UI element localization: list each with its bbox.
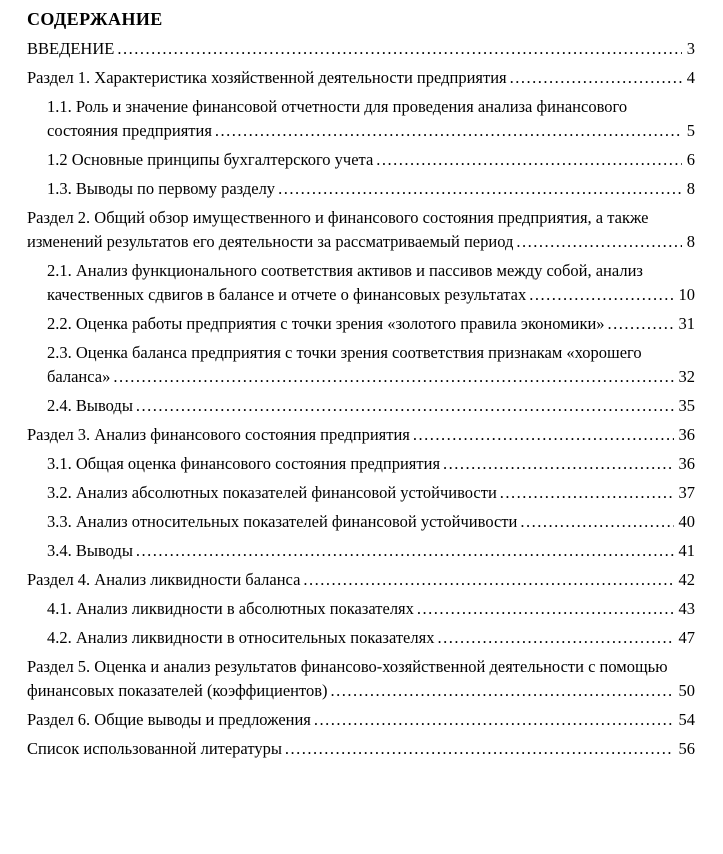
toc-entry-label: 3.1. Общая оценка финансового состояния предприятия (47, 454, 441, 473)
toc-entry[interactable] (27, 510, 695, 534)
toc-entry-label: Список использованной литературы (27, 739, 282, 758)
toc-entry-page-number: 8 (686, 232, 695, 251)
toc-entry-text (47, 148, 682, 172)
toc-entry-page-number: 47 (678, 628, 695, 647)
toc-entry-text (47, 259, 674, 307)
toc-entry-text (47, 510, 674, 534)
toc-entry-label: Раздел 4. Анализ ликвидности баланса (27, 570, 301, 589)
toc-entry-page-number: 36 (678, 425, 695, 444)
toc-entry[interactable] (27, 568, 695, 592)
toc-entry-page-number: 3 (686, 39, 695, 58)
toc-entry[interactable] (27, 95, 695, 143)
toc-entry-label: 3.4. Выводы (47, 541, 133, 560)
toc-entry-text (47, 95, 682, 143)
toc-entry[interactable] (27, 737, 695, 761)
toc-entry[interactable] (27, 341, 695, 389)
toc-entry-page-number: 42 (678, 570, 695, 589)
toc-entry-label: Раздел 3. Анализ финансового состояния предприятия (27, 425, 410, 444)
toc-entry-label: Раздел 1. Характеристика хозяйственной деятельности предприятия (27, 68, 507, 87)
toc-entry-text (47, 452, 674, 476)
toc-entry-label: 2.4. Выводы (47, 396, 133, 415)
toc-entry-label: 2.1. Анализ функционального соответствия активов и пассивов между собой, анализ качественных сдвигов в балансе и отчете о финансовых результатах (47, 261, 643, 304)
toc-entry[interactable] (27, 66, 695, 90)
toc-entry[interactable] (27, 37, 695, 61)
toc-entry-text (27, 423, 674, 447)
toc-entry[interactable] (27, 655, 695, 703)
toc-entry[interactable] (27, 259, 695, 307)
toc-entry-label: 2.3. Оценка баланса предприятия с точки зрения соответствия признакам «хорошего баланса» (47, 343, 642, 386)
toc-entry-text (27, 737, 674, 761)
toc-entry-label: 4.2. Анализ ликвидности в относительных показателях (47, 628, 435, 647)
toc-list (27, 37, 695, 761)
toc-entry-page-number: 41 (678, 541, 695, 560)
toc-entry-page-number: 40 (678, 512, 695, 531)
toc-entry-label: 3.3. Анализ относительных показателей финансовой устойчивости (47, 512, 518, 531)
toc-entry-page-number: 5 (686, 121, 695, 140)
toc-entry-page-number: 8 (686, 179, 695, 198)
toc-entry-text (47, 341, 674, 389)
toc-entry[interactable] (27, 423, 695, 447)
toc-entry-page-number: 10 (678, 285, 695, 304)
toc-entry-text (27, 37, 682, 61)
toc-entry[interactable] (27, 394, 695, 418)
toc-entry-page-number: 56 (678, 739, 695, 758)
toc-entry[interactable] (27, 597, 695, 621)
toc-entry-page-number: 43 (678, 599, 695, 618)
toc-entry-label: Раздел 5. Оценка и анализ результатов финансово-хозяйственной деятельности с помощью финансовых показателей (коэффициентов) (27, 657, 668, 700)
toc-entry-text (47, 481, 674, 505)
toc-entry-page-number: 32 (678, 367, 695, 386)
toc-entry-label: 1.1. Роль и значение финансовой отчетности для проведения анализа финансового состояния предприятия (47, 97, 628, 140)
toc-entry-text (27, 568, 674, 592)
toc-entry-label: 1.2 Основные принципы бухгалтерского учета (47, 150, 374, 169)
toc-entry-text (47, 597, 674, 621)
toc-entry-text (27, 655, 674, 703)
toc-entry-text (27, 66, 682, 90)
toc-entry-text (27, 708, 674, 732)
toc-entry-text (47, 394, 674, 418)
toc-title: СОДЕРЖАНИЕ (27, 9, 163, 29)
toc-entry[interactable] (27, 708, 695, 732)
toc-entry-page-number: 36 (678, 454, 695, 473)
toc-entry-text (47, 177, 682, 201)
toc-entry-label: 2.2. Оценка работы предприятия с точки зрения «золотого правила экономики» (47, 314, 605, 333)
toc-entry-text (47, 539, 674, 563)
toc-entry-page-number: 37 (678, 483, 695, 502)
toc-entry[interactable] (27, 481, 695, 505)
toc-entry-text (27, 206, 682, 254)
toc-entry-label: Раздел 6. Общие выводы и предложения (27, 710, 311, 729)
toc-entry-page-number: 50 (678, 681, 695, 700)
toc-entry[interactable] (27, 177, 695, 201)
toc-entry-text (47, 626, 674, 650)
toc-entry-page-number: 35 (678, 396, 695, 415)
toc-entry-page-number: 4 (686, 68, 695, 87)
toc-entry[interactable] (27, 206, 695, 254)
toc-entry[interactable] (27, 312, 695, 336)
toc-entry-label: Раздел 2. Общий обзор имущественного и финансового состояния предприятия, а также изменений результатов его деятельности за рассматриваемый период (27, 208, 649, 251)
toc-entry[interactable] (27, 626, 695, 650)
toc-entry-page-number: 54 (678, 710, 695, 729)
toc-entry-text (47, 312, 674, 336)
toc-entry[interactable] (27, 539, 695, 563)
toc-entry-label: 3.2. Анализ абсолютных показателей финансовой устойчивости (47, 483, 497, 502)
toc-entry[interactable] (27, 452, 695, 476)
toc-entry[interactable] (27, 148, 695, 172)
toc-entry-page-number: 31 (678, 314, 695, 333)
toc-entry-page-number: 6 (686, 150, 695, 169)
toc-entry-label: 4.1. Анализ ликвидности в абсолютных показателях (47, 599, 414, 618)
toc-entry-label: ВВЕДЕНИЕ (27, 39, 115, 58)
toc-entry-label: 1.3. Выводы по первому разделу (47, 179, 276, 198)
